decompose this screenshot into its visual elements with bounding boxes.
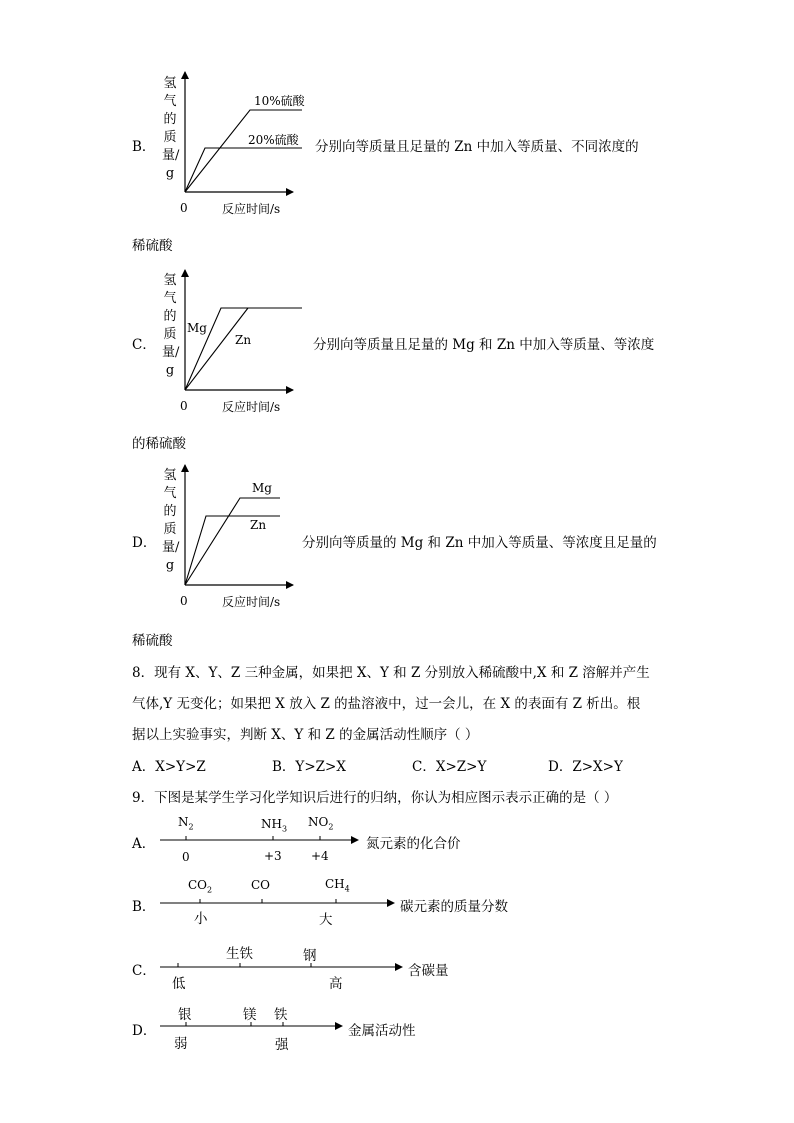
axis-label-a: 氮元素的化合价: [366, 836, 461, 852]
q9-option-d-letter[interactable]: D．: [132, 1023, 157, 1039]
curve-label-zn: Zn: [235, 333, 252, 347]
q9-stem: 9．下图是某学生学习化学知识后进行的归纳，你认为相应图示表示正确的是（ ）: [132, 790, 618, 806]
label-iron: 铁: [274, 1007, 288, 1023]
q8-option-b[interactable]: B．Y>Z>X: [272, 759, 346, 775]
tick-strong: 强: [275, 1037, 289, 1053]
label-magnesium: 镁: [243, 1007, 257, 1023]
axis-label-d: 金属活动性: [348, 1023, 416, 1039]
label-co2: $CO_2$: [188, 878, 213, 895]
option-desc: 分别向等质量且足量的 Zn 中加入等质量、不同浓度的: [315, 139, 639, 155]
label-pig-iron: 生铁: [226, 946, 253, 962]
label-ch4: $CH_4$: [325, 877, 350, 894]
label-n2: $N_2$: [178, 815, 194, 832]
curve-label-mg: Mg: [252, 481, 272, 495]
label-co: CO: [251, 878, 271, 892]
tick-high: 高: [329, 976, 343, 992]
origin-label: 0: [180, 399, 188, 413]
label-silver: 银: [178, 1007, 192, 1023]
origin-label: 0: [180, 201, 188, 215]
label-steel: 钢: [303, 948, 317, 964]
tick-0: 0: [182, 850, 190, 864]
tick-weak: 弱: [174, 1036, 188, 1052]
origin-label: 0: [180, 594, 188, 608]
option-letter: B．: [132, 139, 156, 155]
tick-plus3: +3: [264, 849, 282, 863]
tick-small: 小: [194, 911, 208, 927]
tick-large: 大: [319, 912, 333, 928]
x-axis-label: 反应时间/s: [222, 595, 281, 609]
option-desc-cont: 稀硫酸: [132, 633, 173, 649]
y-axis-label: 氢气的质量/g: [162, 468, 180, 573]
curve-label-20: 20%硫酸: [248, 133, 299, 147]
x-axis-label: 反应时间/s: [222, 202, 281, 216]
y-axis-label: 氢气的质量/g: [162, 76, 180, 181]
q8-option-d[interactable]: D．Z>X>Y: [548, 759, 623, 775]
tick-low: 低: [172, 976, 186, 992]
q8-stem-line2: 气体,Y 无变化；如果把 X 放入 Z 的盐溶液中，过一会儿，在 X 的表面有 Z 析出。根: [132, 696, 641, 712]
curve-label-10: 10%硫酸: [254, 94, 305, 108]
y-axis-label: 氢气的质量/g: [162, 273, 180, 378]
option-desc: 分别向等质量的 Mg 和 Zn 中加入等质量、等浓度且足量的: [302, 535, 657, 551]
option-desc-cont: 的稀硫酸: [132, 436, 186, 452]
q8-stem-line3: 据以上实验事实，判断 X、Y 和 Z 的金属活动性顺序（ ）: [132, 727, 479, 743]
q8-option-a[interactable]: A．X>Y>Z: [132, 759, 206, 775]
tick-plus4: +4: [311, 849, 329, 863]
q8-option-c[interactable]: C．X>Z>Y: [412, 759, 487, 775]
label-no2: $NO_2$: [308, 815, 334, 832]
option-letter: D．: [132, 535, 157, 551]
curve-label-mg: Mg: [187, 321, 207, 335]
x-axis-label: 反应时间/s: [222, 400, 281, 414]
label-nh3: $NH_3$: [261, 817, 288, 834]
curve-label-zn: Zn: [250, 518, 267, 532]
q9-option-a-letter[interactable]: A．: [132, 836, 156, 852]
axis-label-b: 碳元素的质量分数: [400, 899, 508, 915]
axis-label-c: 含碳量: [408, 963, 449, 979]
q9-option-c-letter[interactable]: C．: [132, 963, 156, 979]
q9-option-b-letter[interactable]: B．: [132, 899, 156, 915]
q8-stem-line1: 8．现有 X、Y、Z 三种金属，如果把 X、Y 和 Z 分别放入稀硫酸中,X 和 Z 溶解并产生: [132, 665, 650, 681]
option-letter: C．: [132, 337, 156, 353]
option-desc-cont: 稀硫酸: [132, 238, 173, 254]
option-desc: 分别向等质量且足量的 Mg 和 Zn 中加入等质量、等浓度: [313, 337, 655, 353]
